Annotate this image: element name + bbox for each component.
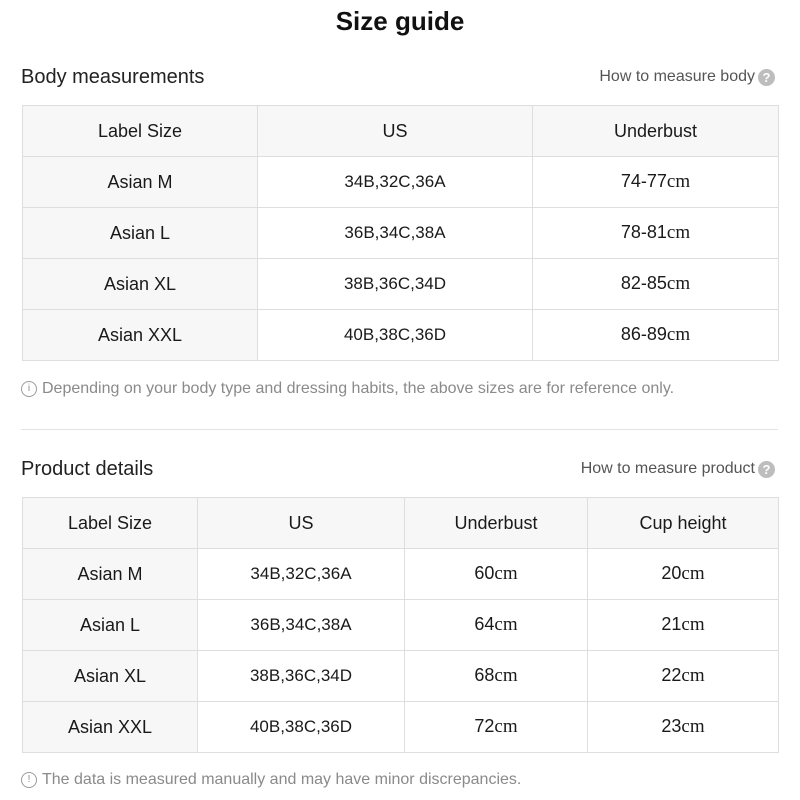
unit-label: cm (494, 665, 518, 686)
underbust-value: 60 (474, 563, 495, 583)
table-row (23, 702, 779, 753)
body-measurements-header (21, 63, 778, 91)
label-size-cell: Asian XL (23, 651, 198, 702)
underbust-cell (405, 651, 588, 702)
cup-height-value: 23 (661, 716, 682, 736)
underbust-value: 78-81 (620, 222, 667, 242)
product-details-header (21, 455, 778, 483)
how-to-measure-product-label: How to measure product (580, 460, 755, 477)
column-header-underbust: Underbust (533, 106, 779, 157)
label-size-cell: Asian L (23, 208, 258, 259)
underbust-cell (533, 310, 779, 361)
underbust-value: 68 (474, 665, 495, 685)
cup-height-cell (588, 651, 779, 702)
column-header-us: US (258, 106, 533, 157)
section-divider (21, 429, 778, 430)
underbust-value: 72 (474, 716, 495, 736)
info-icon: i (21, 381, 37, 397)
underbust-cell (405, 600, 588, 651)
table-row (23, 651, 779, 702)
us-size-cell: 36B,34C,38A (198, 600, 405, 651)
unit-label: cm (494, 563, 518, 584)
unit-label: cm (681, 665, 705, 686)
cup-height-cell (588, 600, 779, 651)
product-details-note (21, 769, 521, 791)
column-header-label-size: Label Size (23, 106, 258, 157)
table-row (23, 310, 779, 361)
body-measurements-table (22, 105, 779, 361)
underbust-cell (533, 259, 779, 310)
table-row (23, 600, 779, 651)
body-measurements-note-text: Depending on your body type and dressing habits, the above sizes are for reference only. (42, 380, 675, 397)
label-size-cell: Asian L (23, 600, 198, 651)
how-to-measure-product-link[interactable] (581, 458, 775, 480)
unit-label: cm (666, 171, 691, 192)
body-measurements-note (21, 378, 674, 400)
unit-label: cm (666, 324, 691, 345)
how-to-measure-body-link[interactable] (599, 66, 775, 88)
body-measurements-title: Body measurements (21, 66, 205, 88)
unit-label: cm (681, 716, 705, 737)
label-size-cell: Asian XXL (23, 702, 198, 753)
column-header-underbust: Underbust (405, 498, 588, 549)
us-size-cell: 38B,36C,34D (258, 259, 533, 310)
us-size-cell: 40B,38C,36D (198, 702, 405, 753)
unit-label: cm (666, 273, 691, 294)
column-header-cup-height: Cup height (588, 498, 779, 549)
table-row (23, 157, 779, 208)
cup-height-value: 21 (661, 614, 682, 634)
us-size-cell: 38B,36C,34D (198, 651, 405, 702)
label-size-cell: Asian M (23, 157, 258, 208)
us-size-cell: 34B,32C,36A (198, 549, 405, 600)
label-size-cell: Asian XXL (23, 310, 258, 361)
us-size-cell: 34B,32C,36A (258, 157, 533, 208)
page-title: Size guide (335, 6, 465, 36)
table-header-row (23, 498, 779, 549)
underbust-cell (405, 702, 588, 753)
label-size-cell: Asian M (23, 549, 198, 600)
unit-label: cm (494, 614, 518, 635)
us-size-cell: 40B,38C,36D (258, 310, 533, 361)
us-size-cell: 36B,34C,38A (258, 208, 533, 259)
cup-height-value: 20 (661, 563, 682, 583)
unit-label: cm (666, 222, 691, 243)
question-circle-icon: ? (758, 461, 775, 478)
column-header-label-size: Label Size (23, 498, 198, 549)
product-details-note-text: The data is measured manually and may have minor discrepancies. (42, 771, 522, 788)
underbust-value: 64 (474, 614, 495, 634)
cup-height-cell (588, 702, 779, 753)
unit-label: cm (681, 614, 705, 635)
table-row (23, 208, 779, 259)
unit-label: cm (494, 716, 518, 737)
table-row (23, 549, 779, 600)
unit-label: cm (681, 563, 705, 584)
underbust-cell (533, 208, 779, 259)
product-details-title: Product details (21, 458, 154, 480)
question-circle-icon: ? (758, 69, 775, 86)
how-to-measure-body-label: How to measure body (599, 68, 755, 85)
table-row (23, 259, 779, 310)
underbust-cell (405, 549, 588, 600)
underbust-cell (533, 157, 779, 208)
column-header-us: US (198, 498, 405, 549)
cup-height-cell (588, 549, 779, 600)
product-details-table (22, 497, 779, 753)
label-size-cell: Asian XL (23, 259, 258, 310)
underbust-value: 74-77 (620, 171, 667, 191)
table-header-row (23, 106, 779, 157)
underbust-value: 86-89 (620, 324, 667, 344)
underbust-value: 82-85 (620, 273, 667, 293)
cup-height-value: 22 (661, 665, 682, 685)
info-icon: ! (21, 772, 37, 788)
